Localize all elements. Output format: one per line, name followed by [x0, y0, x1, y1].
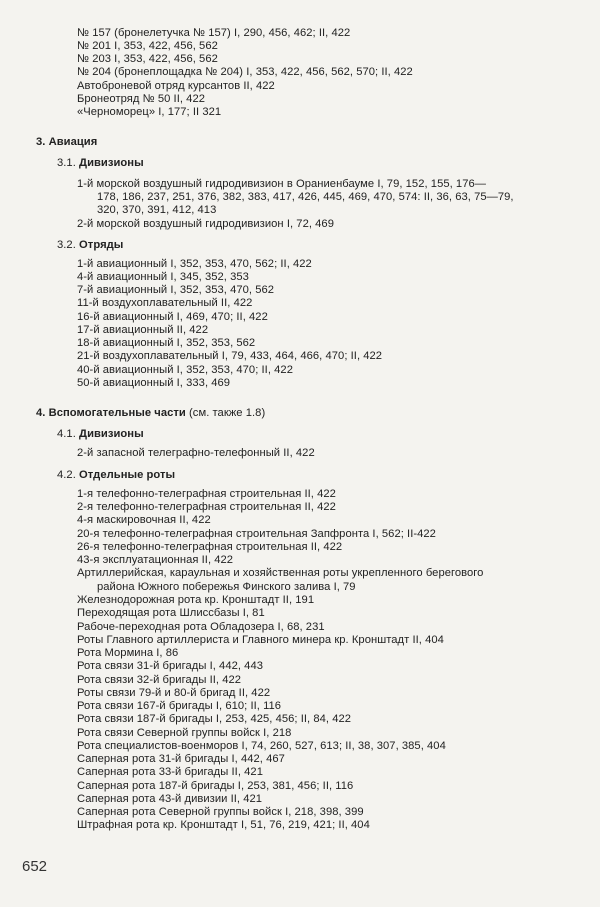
- list-item-continuation: района Южного побережья Финского залива I, 79: [97, 581, 356, 593]
- list-item: № 203 I, 353, 422, 456, 562: [77, 53, 218, 65]
- list-item: «Черноморец» I, 177; II 321: [77, 106, 222, 118]
- subsection-heading-companies: [57, 469, 175, 482]
- section-heading-note: (см. также 1.8): [189, 407, 266, 419]
- subsection-title: Отдельные роты: [79, 469, 176, 481]
- list-item: 50-й авиационный I, 333, 469: [77, 377, 231, 389]
- list-item: 40-й авиационный I, 352, 353, 470; II, 422: [77, 364, 293, 376]
- list-item: Рота связи 167-й бригады I, 610; II, 116: [77, 700, 282, 712]
- list-item: Саперная рота 43-й дивизии II, 421: [77, 793, 263, 805]
- list-item: Железнодорожная рота кр. Кронштадт II, 191: [77, 594, 315, 606]
- subsection-heading-divisions: [57, 428, 144, 441]
- list-item: 17-й авиационный II, 422: [77, 324, 209, 336]
- list-item: 20-я телефонно-телеграфная строительная Запфронта I, 562; II-422: [77, 528, 436, 540]
- list-item: Автоброневой отряд курсантов II, 422: [77, 80, 275, 92]
- list-item: Рабоче-переходная рота Обладозера I, 68, 231: [77, 621, 325, 633]
- list-item: Рота связи 32-й бригады II, 422: [77, 674, 242, 686]
- list-item: 2-я телефонно-телеграфная строительная II, 422: [77, 501, 336, 513]
- list-item: 18-й авиационный I, 352, 353, 562: [77, 337, 256, 349]
- subsection-heading-detachments: [57, 239, 123, 252]
- list-item: 1-й морской воздушный гидродивизион в Ораниенбауме I, 79, 152, 155, 176—: [77, 178, 486, 190]
- page-number: 652: [22, 858, 48, 875]
- list-item: 7-й авиационный I, 352, 353, 470, 562: [77, 284, 275, 296]
- subsection-heading-divisions: [57, 157, 144, 170]
- subsection-title: Отряды: [79, 239, 124, 251]
- section-heading-auxiliary: [36, 407, 265, 420]
- list-item: Саперная рота 33-й бригады II, 421: [77, 766, 263, 778]
- list-item: 16-й авиационный I, 469, 470; II, 422: [77, 311, 268, 323]
- section-heading-aviation: 3. Авиация: [36, 136, 98, 148]
- subsection-number: 4.1.: [57, 428, 76, 440]
- list-item: 21-й воздухоплавательный I, 79, 433, 464, 466, 470; II, 422: [77, 350, 383, 362]
- list-item-continuation: 178, 186, 237, 251, 376, 382, 383, 417, 426, 445, 469, 470, 574: II, 36, 63, 75—79,: [97, 191, 514, 203]
- subsection-title: Дивизионы: [79, 157, 144, 169]
- list-item: № 204 (бронеплощадка № 204) I, 353, 422, 456, 562, 570; II, 422: [77, 66, 413, 78]
- subsection-number: 3.1.: [57, 157, 76, 169]
- list-item: Рота специалистов-военморов I, 74, 260, 527, 613; II, 38, 307, 385, 404: [77, 740, 446, 752]
- list-item: № 157 (бронелетучка № 157) I, 290, 456, 462; II, 422: [77, 27, 351, 39]
- section-heading-title: 4. Вспомогательные части: [36, 407, 186, 419]
- list-item: 11-й воздухоплавательный II, 422: [77, 297, 253, 309]
- list-item: 4-й авиационный I, 345, 352, 353: [77, 271, 249, 283]
- list-item: 2-й морской воздушный гидродивизион I, 72, 469: [77, 218, 334, 230]
- list-item: Рота Мормина I, 86: [77, 647, 179, 659]
- list-item-continuation: 320, 370, 391, 412, 413: [97, 204, 217, 216]
- list-item: Артиллерийская, караульная и хозяйственная роты укрепленного берегового: [77, 567, 484, 579]
- list-item: 2-й запасной телеграфно-телефонный II, 422: [77, 447, 315, 459]
- subsection-number: 4.2.: [57, 469, 76, 481]
- list-item: 43-я эксплуатационная II, 422: [77, 554, 234, 566]
- list-item: 1-я телефонно-телеграфная строительная II, 422: [77, 488, 336, 500]
- list-item: Роты Главного артиллериста и Главного минера кр. Кронштадт II, 404: [77, 634, 444, 646]
- list-item: Саперная рота Северной группы войск I, 218, 398, 399: [77, 806, 364, 818]
- list-item: Роты связи 79-й и 80-й бригад II, 422: [77, 687, 271, 699]
- list-item: Переходящая рота Шлиссбазы I, 81: [77, 607, 265, 619]
- list-item: Рота связи 31-й бригады I, 442, 443: [77, 660, 263, 672]
- list-item: № 201 I, 353, 422, 456, 562: [77, 40, 218, 52]
- list-item: 1-й авиационный I, 352, 353, 470, 562; II, 422: [77, 258, 312, 270]
- list-item: 26-я телефонно-телеграфная строительная II, 422: [77, 541, 343, 553]
- list-item: 4-я маскировочная II, 422: [77, 514, 211, 526]
- list-item: Бронеотряд № 50 II, 422: [77, 93, 205, 105]
- list-item: Рота связи Северной группы войск I, 218: [77, 727, 292, 739]
- list-item: Рота связи 187-й бригады I, 253, 425, 456; II, 84, 422: [77, 713, 352, 725]
- list-item: Саперная рота 187-й бригады I, 253, 381, 456; II, 116: [77, 780, 354, 792]
- subsection-number: 3.2.: [57, 239, 76, 251]
- list-item: Штрафная рота кр. Кронштадт I, 51, 76, 219, 421; II, 404: [77, 819, 370, 831]
- list-item: Саперная рота 31-й бригады I, 442, 467: [77, 753, 285, 765]
- subsection-title: Дивизионы: [79, 428, 144, 440]
